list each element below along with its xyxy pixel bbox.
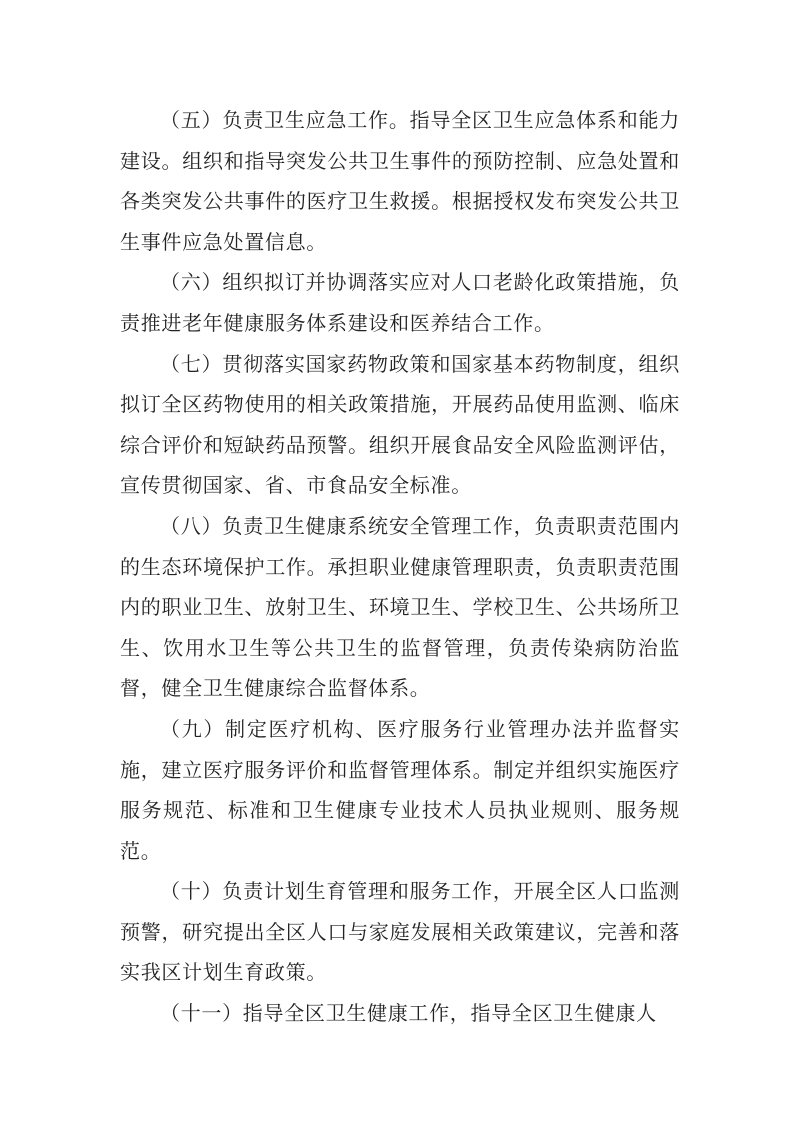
paragraph-10: （十）负责计划生育管理和服务工作，开展全区人口监测预警，研究提出全区人口与家庭发展相关政策建议，完善和落实我区计划生育政策。: [120, 879, 680, 985]
paragraph-5: （五）负责卫生应急工作。指导全区卫生应急体系和能力建设。组织和指导突发公共卫生事件的预防控制、应急处置和各类突发公共事件的医疗卫生救援。根据授权发布突发公共卫生事件应急处置信息。: [120, 108, 680, 254]
paragraph-11: （十一）指导全区卫生健康工作，指导全区卫生健康人: [160, 1001, 657, 1026]
paragraph-9: （九）制定医疗机构、医疗服务行业管理办法并监督实施，建立医疗服务评价和监督管理体系。制定并组织实施医疗服务规范、标准和卫生健康专业技术人员执业规则、服务规范。: [120, 716, 680, 863]
document-body: [120, 100, 680, 1034]
paragraph-6: （六）组织拟订并协调落实应对人口老龄化政策措施，负责推进老年健康服务体系建设和医养结合工作。: [120, 270, 680, 335]
paragraph-8: （八）负责卫生健康系统安全管理工作，负责职责范围内的生态环境保护工作。承担职业健康管理职责，负责职责范围内的职业卫生、放射卫生、环境卫生、学校卫生、公共场所卫生、饮用水卫生等公共卫生的监督管理，负责传染病防治监督，健全卫生健康综合监督体系。: [120, 513, 680, 701]
paragraph-7: （七）贯彻落实国家药物政策和国家基本药物制度，组织拟订全区药物使用的相关政策措施，开展药品使用监测、临床综合评价和短缺药品预警。组织开展食品安全风险监测评估，宣传贯彻国家、省、市食品安全标准。: [120, 351, 680, 498]
